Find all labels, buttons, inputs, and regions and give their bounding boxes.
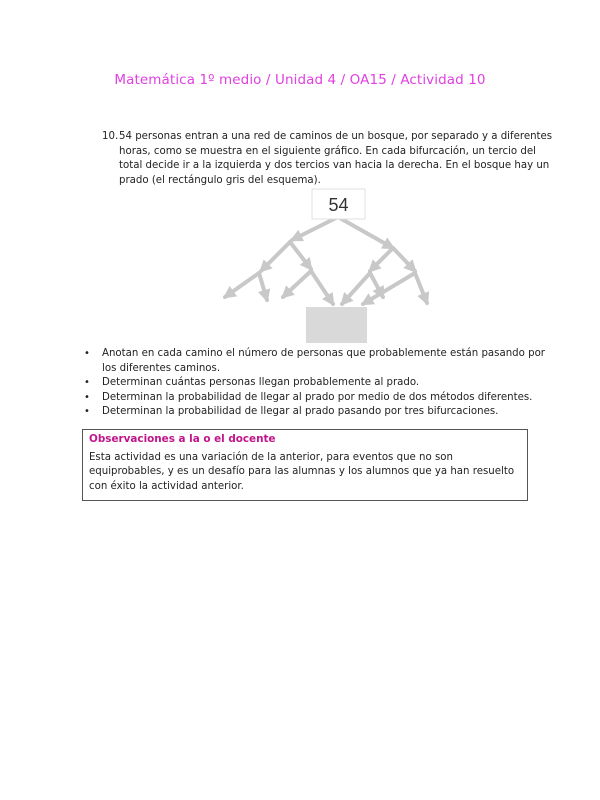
path-arrow-rl — [370, 248, 393, 271]
path-arrow-ll — [261, 242, 290, 271]
path-arrow-right-1 — [338, 217, 393, 248]
start-value: 54 — [328, 195, 349, 215]
list-item: • Determinan la probabilidad de llegar al prado por medio de dos métodos diferentes. — [84, 391, 554, 406]
path-arrow-left-1 — [292, 217, 338, 240]
path-arrow-rr — [393, 248, 415, 271]
observations-title: Observaciones a la o el docente — [89, 433, 276, 445]
path-arrow-lrr — [311, 271, 333, 304]
meadow-rectangle — [306, 307, 367, 343]
question-text: 54 personas entran a una red de caminos de un bosque, por separado y a diferentes horas, como se muestra en el siguiente gráfico. En cada bifurcación, un tercio del total decide ir a la izquierda y dos tercios van hacia la derecha. En el bosque hay un prado (el rectángulo gris del esquema). — [119, 131, 553, 186]
bullet-icon: • — [84, 377, 90, 389]
bullet-icon: • — [84, 391, 90, 403]
bullet-icon: • — [84, 406, 90, 418]
path-arrow-rll — [342, 273, 370, 304]
path-arrow-lrl — [283, 271, 311, 297]
path-arrow-lll — [225, 273, 259, 297]
observations-text: Esta actividad es una variación de la anterior, para eventos que no son equiprobables, y es un desafío para las alumnas y los alumnos que ya han resuelto con éxito la actividad anterior. — [89, 451, 515, 492]
path-network-diagram — [215, 185, 445, 345]
list-item: • Determinan la probabilidad de llegar al prado pasando por tres bifurcaciones. — [84, 405, 554, 420]
question-number: 10. — [102, 131, 119, 142]
path-arrow-rrr — [415, 273, 427, 303]
list-item: • Anotan en cada camino el número de personas que probablemente están pasando por los diferentes caminos. — [84, 348, 545, 374]
path-arrow-llr — [259, 273, 267, 300]
question-block — [102, 130, 562, 188]
teacher-observations-box — [82, 429, 528, 501]
page-header: Matemática 1º medio / Unidad 4 / OA15 / Actividad 10 — [114, 72, 486, 88]
task-list — [84, 347, 554, 420]
path-arrow-lr — [290, 242, 311, 269]
bullet-icon: • — [84, 348, 90, 359]
list-item: • Determinan cuántas personas llegan probablemente al prado. — [84, 376, 554, 391]
